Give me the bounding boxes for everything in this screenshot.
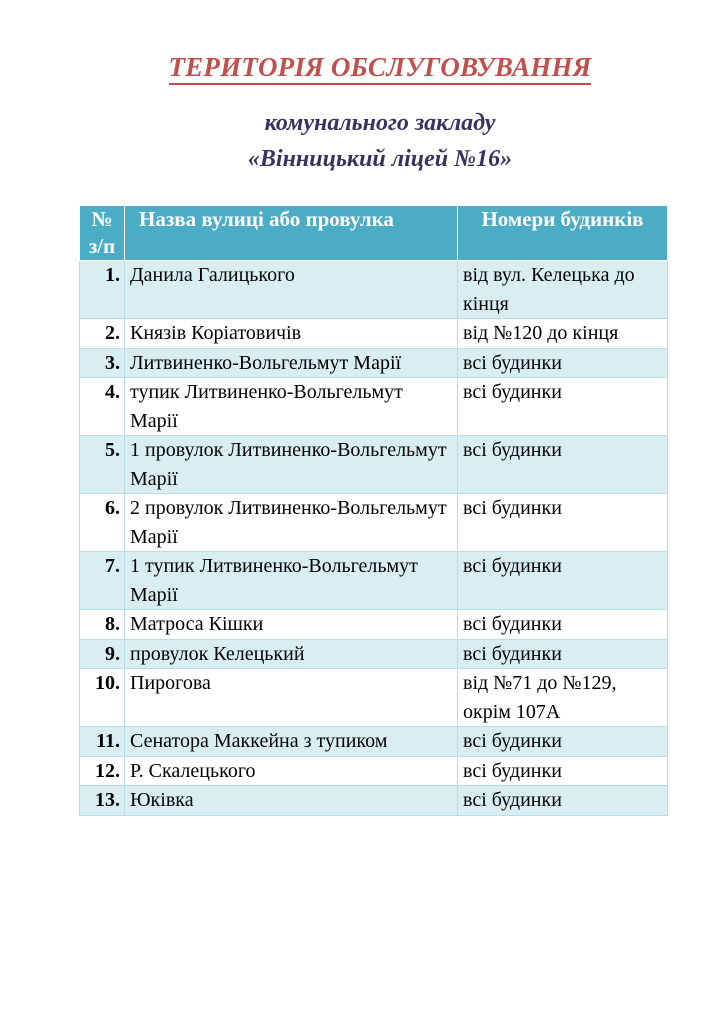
document-title-text: ТЕРИТОРІЯ ОБСЛУГОВУВАННЯ	[169, 52, 592, 85]
table-row	[80, 727, 668, 757]
row-street: Князів Коріатовичів	[125, 319, 458, 349]
row-number: 6.	[80, 494, 125, 552]
table-row	[80, 552, 668, 610]
row-houses: всі будинки	[458, 756, 668, 786]
table-row	[80, 786, 668, 816]
row-number: 12.	[80, 756, 125, 786]
row-number: 2.	[80, 319, 125, 349]
table-row	[80, 639, 668, 669]
row-number: 7.	[80, 552, 125, 610]
row-street: Данила Галицького	[125, 261, 458, 319]
row-houses: від №120 до кінця	[458, 319, 668, 349]
row-number: 1.	[80, 261, 125, 319]
table-row	[80, 494, 668, 552]
row-street: Матроса Кішки	[125, 610, 458, 640]
row-street: тупик Литвиненко-Вольгельмут Марії	[125, 378, 458, 436]
row-houses: всі будинки	[458, 727, 668, 757]
table-row	[80, 319, 668, 349]
row-street: 1 тупик Литвиненко-Вольгельмут Марії	[125, 552, 458, 610]
document-subtitle-line1: комунального закладу	[264, 110, 496, 136]
row-number: 5.	[80, 436, 125, 494]
row-number: 3.	[80, 348, 125, 378]
row-houses: всі будинки	[458, 552, 668, 610]
row-houses: всі будинки	[458, 436, 668, 494]
row-number: 11.	[80, 727, 125, 757]
row-houses: всі будинки	[458, 786, 668, 816]
row-number: 9.	[80, 639, 125, 669]
row-number: 4.	[80, 378, 125, 436]
row-street: провулок Келецький	[125, 639, 458, 669]
row-houses: від №71 до №129, окрім 107А	[458, 669, 668, 727]
header-number: № з/п	[80, 206, 125, 261]
document-title	[0, 52, 724, 83]
row-number: 10.	[80, 669, 125, 727]
table-row	[80, 348, 668, 378]
table-row	[80, 756, 668, 786]
table-header-row	[80, 206, 668, 261]
row-number: 8.	[80, 610, 125, 640]
table-row	[80, 261, 668, 319]
row-number: 13.	[80, 786, 125, 816]
document-subtitle-line2: «Вінницький ліцей №16»	[247, 146, 513, 172]
table-row	[80, 436, 668, 494]
row-houses: всі будинки	[458, 610, 668, 640]
row-street: 2 провулок Литвиненко-Вольгельмут Марії	[125, 494, 458, 552]
header-street: Назва вулиці або провулка	[125, 206, 458, 261]
row-houses: від вул. Келецька до кінця	[458, 261, 668, 319]
header-houses: Номери будинків	[458, 206, 668, 261]
streets-table	[79, 205, 668, 816]
row-street: 1 провулок Литвиненко-Вольгельмут Марії	[125, 436, 458, 494]
row-street: Пирогова	[125, 669, 458, 727]
table-row	[80, 669, 668, 727]
row-houses: всі будинки	[458, 639, 668, 669]
row-houses: всі будинки	[458, 348, 668, 378]
table-row	[80, 378, 668, 436]
row-street: Юківка	[125, 786, 458, 816]
row-houses: всі будинки	[458, 378, 668, 436]
row-street: Р. Скалецького	[125, 756, 458, 786]
row-houses: всі будинки	[458, 494, 668, 552]
row-street: Литвиненко-Вольгельмут Марії	[125, 348, 458, 378]
table-row	[80, 610, 668, 640]
row-street: Сенатора Маккейна з тупиком	[125, 727, 458, 757]
